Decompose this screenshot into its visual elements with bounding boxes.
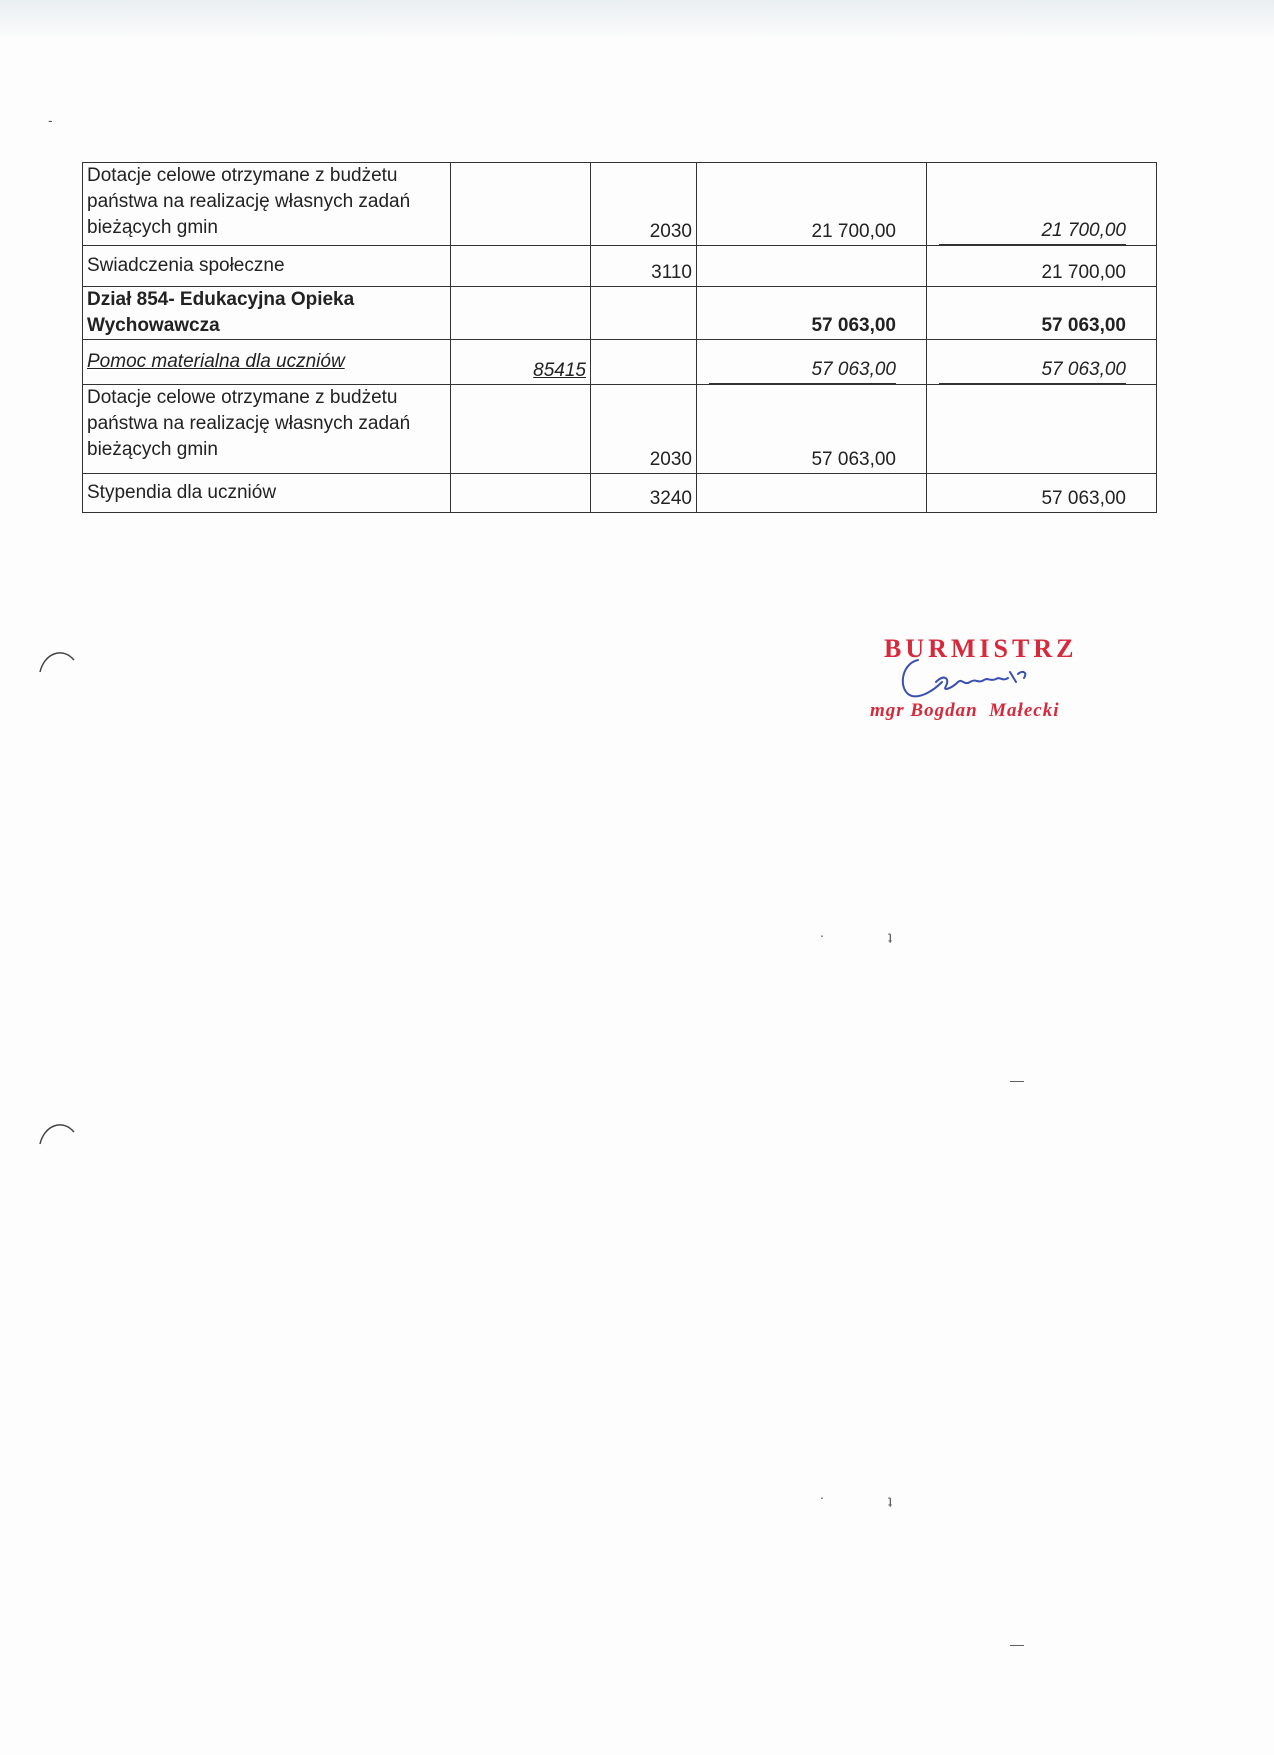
table-row — [83, 340, 1157, 385]
row-amount-b — [927, 385, 1157, 474]
row-name: Stypendia dla uczniów — [83, 474, 451, 513]
row-name: Swiadczenia społeczne — [83, 246, 451, 287]
mayor-stamp — [860, 630, 1100, 740]
stamp-name: mgr Bogdan Małecki — [870, 700, 1060, 721]
scan-speck: ʇ — [888, 1494, 892, 1510]
row-paragraph: 3110 — [591, 246, 697, 287]
row-section: 85415 — [451, 340, 591, 385]
row-amount-a: 57 063,00 — [697, 385, 927, 474]
row-amount-a: 21 700,00 — [697, 163, 927, 246]
row-amount-b: 21 700,00 — [927, 246, 1157, 287]
row-amount-b-cell — [927, 340, 1157, 385]
table-row — [83, 474, 1157, 513]
scan-speck: . — [820, 924, 824, 940]
scan-speck: — — [1010, 1636, 1024, 1652]
row-amount-b-cell — [927, 163, 1157, 246]
row-amount-b: 57 063,00 — [927, 474, 1157, 513]
row-amount-a: 57 063,00 — [697, 287, 927, 340]
row-paragraph: 2030 — [591, 385, 697, 474]
scan-speck: - — [48, 112, 53, 128]
scan-edge-tint — [0, 0, 1274, 40]
punch-hole-mark — [36, 1116, 76, 1146]
row-name: Dział 854- Edukacyjna Opieka Wychowawcza — [83, 287, 451, 340]
row-paragraph — [591, 340, 697, 385]
row-section — [451, 474, 591, 513]
table-row — [83, 163, 1157, 246]
table-row — [83, 385, 1157, 474]
stamp-title: BURMISTRZ — [884, 634, 1078, 663]
row-section — [451, 385, 591, 474]
scan-speck: ʇ — [888, 930, 892, 946]
row-amount-a: 57 063,00 — [709, 357, 896, 384]
row-amount-b: 21 700,00 — [939, 218, 1126, 245]
budget-table — [82, 162, 1157, 513]
row-paragraph: 3240 — [591, 474, 697, 513]
row-amount-b: 57 063,00 — [939, 357, 1126, 384]
table-row — [83, 246, 1157, 287]
row-section — [451, 246, 591, 287]
row-paragraph: 2030 — [591, 163, 697, 246]
punch-hole-mark — [36, 644, 76, 674]
row-amount-b: 57 063,00 — [927, 287, 1157, 340]
table-row — [83, 287, 1157, 340]
row-paragraph — [591, 287, 697, 340]
row-name: Pomoc materialna dla uczniów — [83, 340, 451, 385]
row-amount-a — [697, 246, 927, 287]
scan-speck: . — [820, 1486, 824, 1502]
scan-speck: — — [1010, 1072, 1024, 1088]
row-name: Dotacje celowe otrzymane z budżetu państwa na realizację własnych zadań bieżących gmin — [83, 385, 451, 474]
row-section — [451, 287, 591, 340]
row-name: Dotacje celowe otrzymane z budżetu państwa na realizację własnych zadań bieżących gmin — [83, 163, 451, 246]
row-amount-a — [697, 474, 927, 513]
row-section — [451, 163, 591, 246]
row-amount-a-cell — [697, 340, 927, 385]
